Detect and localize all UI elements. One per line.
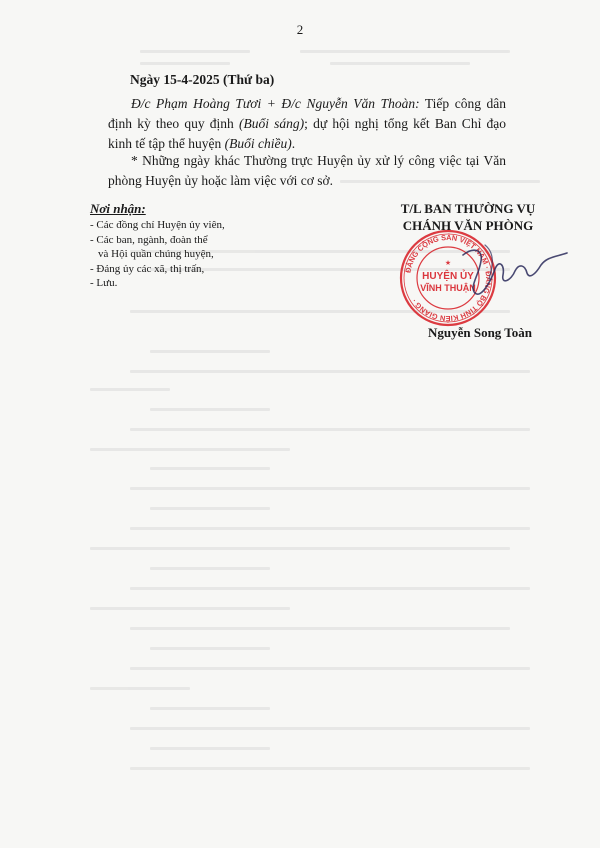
handwritten-signature [455, 235, 575, 305]
recipient-item: - Các đồng chí Huyện ủy viên, [90, 219, 225, 231]
svg-text:ĐẢNG CỘNG SẢN VIỆT NAM · ĐẢNG: ĐẢNG CỘNG SẢN VIỆT NAM · ĐẢNG BỘ TỈNH KIÊN GIANG · [403, 232, 494, 324]
recipients-block [90, 201, 290, 291]
svg-text:HUYỆN ỦY: HUYỆN ỦY [422, 271, 474, 282]
recipients-title: Nơi nhận: [90, 201, 146, 216]
recipient-item: - Các ban, ngành, đoàn thể [90, 233, 208, 246]
entry-text-part2: ; dự hội nghị tổng kết Ban Chỉ đạo kinh tế tập thể huyện [108, 116, 506, 151]
entry-officials: Đ/c Phạm Hoàng Tươi + Đ/c Nguyễn Văn Thoàn: [131, 96, 420, 111]
signature-position: CHÁNH VĂN PHÒNG [402, 218, 534, 233]
signature-authority: T/L BAN THƯỜNG VỤ [400, 201, 536, 216]
recipient-item: - Lưu. [90, 277, 118, 289]
recipient-item: và Hội quần chúng huyện, [98, 248, 214, 260]
entry-afternoon: (Buổi chiều) [224, 136, 292, 151]
recipients-list [90, 218, 290, 291]
svg-text:VĨNH THUẬN: VĨNH THUẬN [420, 283, 476, 293]
entry-morning: (Buổi sáng) [238, 116, 305, 131]
recipient-item: - Đảng ủy các xã, thị trấn, [90, 262, 205, 275]
svg-text:★: ★ [444, 260, 452, 267]
closing-note: * Những ngày khác Thường trực Huyện ủy xử lý công việc tại Văn phòng Huyện ủy hoặc làm việc với cơ sở. [108, 153, 506, 188]
day-heading: Ngày 15-4-2025 (Thứ ba) [130, 72, 275, 87]
page-number: 2 [296, 22, 304, 37]
schedule-entry [108, 94, 506, 154]
entry-text-part3: . [291, 136, 296, 151]
entry-text-part1: Tiếp công dân định kỳ theo quy định [108, 96, 506, 131]
signer-name: Nguyễn Song Toàn [427, 325, 533, 340]
